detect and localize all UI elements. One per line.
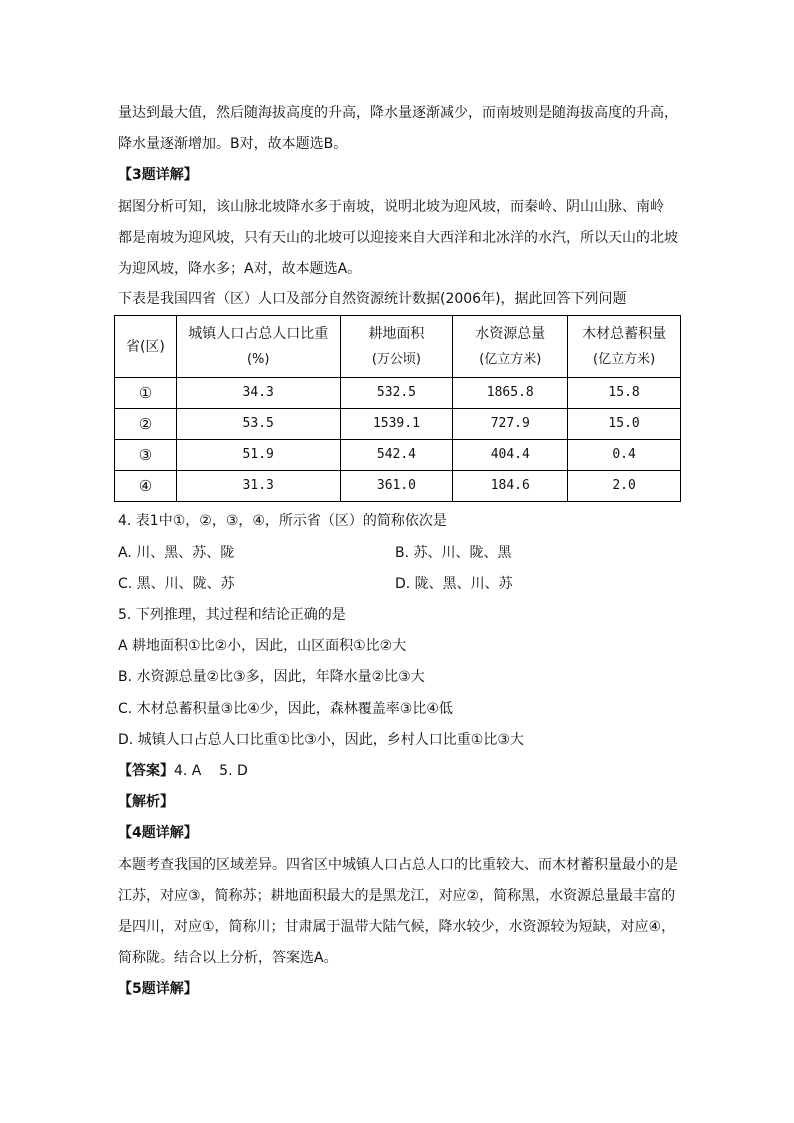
cell-timber: 15.0 <box>568 409 681 440</box>
header-water: 水资源总量 (亿立方米) <box>453 316 568 378</box>
table-header-row <box>115 316 681 378</box>
q4-detail-line-2: 江苏，对应③，简称苏；耕地面积最大的是黑龙江，对应②，简称黑，水资源总量最丰富的 <box>118 888 676 904</box>
cell-timber: 2.0 <box>568 471 681 502</box>
cell-urban-ratio: 51.9 <box>176 440 340 471</box>
cell-water: 727.9 <box>453 409 568 440</box>
cell-province: ② <box>115 409 177 440</box>
header-farmland: 耕地面积 (万公顷) <box>340 316 453 378</box>
q4-detail-line-4: 简称陇。结合以上分析，答案选A。 <box>118 950 338 966</box>
q4-option-c: C. 黑、川、陇、苏 <box>118 576 235 592</box>
cell-water: 184.6 <box>453 471 568 502</box>
q5-option-c: C. 木材总蓄积量③比④少，因此，森林覆盖率③比④低 <box>118 701 453 717</box>
q3-detail-line-2: 都是南坡为迎风坡，只有天山的北坡可以迎接来自大西洋和北冰洋的水汽，所以天山的北坡 <box>118 230 678 246</box>
header-province: 省(区) <box>115 316 177 378</box>
q5-detail-heading: 【5题详解】 <box>118 981 198 997</box>
q4-detail-heading: 【4题详解】 <box>118 825 198 841</box>
cell-farmland: 361.0 <box>340 471 453 502</box>
q4-option-b: B. 苏、川、陇、黑 <box>395 545 512 561</box>
q3-detail-line-1: 据图分析可知，该山脉北坡降水多于南坡，说明北坡为迎风坡，而秦岭、阴山山脉、南岭 <box>118 199 664 215</box>
table-row <box>115 409 681 440</box>
table-row <box>115 471 681 502</box>
q4-option-d: D. 陇、黑、川、苏 <box>395 576 513 592</box>
cell-farmland: 1539.1 <box>340 409 453 440</box>
statistics-table <box>114 315 681 502</box>
intro-line-1: 量达到最大值，然后随海拔高度的升高，降水量逐渐减少，而南坡则是随海拔高度的升高， <box>118 105 678 121</box>
q4-option-a: A. 川、黑、苏、陇 <box>118 545 235 561</box>
cell-water: 1865.8 <box>453 378 568 409</box>
cell-timber: 0.4 <box>568 440 681 471</box>
cell-province: ③ <box>115 440 177 471</box>
cell-timber: 15.8 <box>568 378 681 409</box>
cell-urban-ratio: 34.3 <box>176 378 340 409</box>
q4-detail-line-1: 本题考查我国的区域差异。四省区中城镇人口占总人口的比重较大、而木材蓄积量最小的是 <box>118 857 678 873</box>
q4-detail-line-3: 是四川，对应①，简称川；甘肃属于温带大陆气候，降水较少，水资源较为短缺，对应④， <box>118 919 676 935</box>
analysis-heading: 【解析】 <box>118 794 174 810</box>
q3-detail-line-3: 为迎风坡，降水多；A对，故本题选A。 <box>118 261 362 277</box>
q5-stem: 5. 下列推理，其过程和结论正确的是 <box>118 607 346 623</box>
answer-line <box>118 761 248 781</box>
table-row <box>115 378 681 409</box>
cell-urban-ratio: 31.3 <box>176 471 340 502</box>
q4-stem: 4. 表1中①，②，③，④，所示省（区）的简称依次是 <box>118 513 447 529</box>
cell-water: 404.4 <box>453 440 568 471</box>
cell-farmland: 532.5 <box>340 378 453 409</box>
q5-option-a: A 耕地面积①比②小，因此，山区面积①比②大 <box>118 638 407 654</box>
table-row <box>115 440 681 471</box>
header-timber: 木材总蓄积量 (亿立方米) <box>568 316 681 378</box>
answer-label: 【答案】 <box>118 763 174 779</box>
q5-option-b: B. 水资源总量②比③多，因此，年降水量②比③大 <box>118 669 425 685</box>
header-urban-ratio: 城镇人口占总人口比重 (%) <box>176 316 340 378</box>
answer-values: 4. A 5. D <box>174 763 248 779</box>
intro-line-2: 降水量逐渐增加。B对，故本题选B。 <box>118 136 348 152</box>
cell-province: ① <box>115 378 177 409</box>
q3-detail-heading: 【3题详解】 <box>118 167 198 183</box>
table-intro: 下表是我国四省（区）人口及部分自然资源统计数据(2006年)，据此回答下列问题 <box>118 291 627 307</box>
q5-option-d: D. 城镇人口占总人口比重①比③小，因此，乡村人口比重①比③大 <box>118 732 524 748</box>
cell-province: ④ <box>115 471 177 502</box>
cell-urban-ratio: 53.5 <box>176 409 340 440</box>
cell-farmland: 542.4 <box>340 440 453 471</box>
